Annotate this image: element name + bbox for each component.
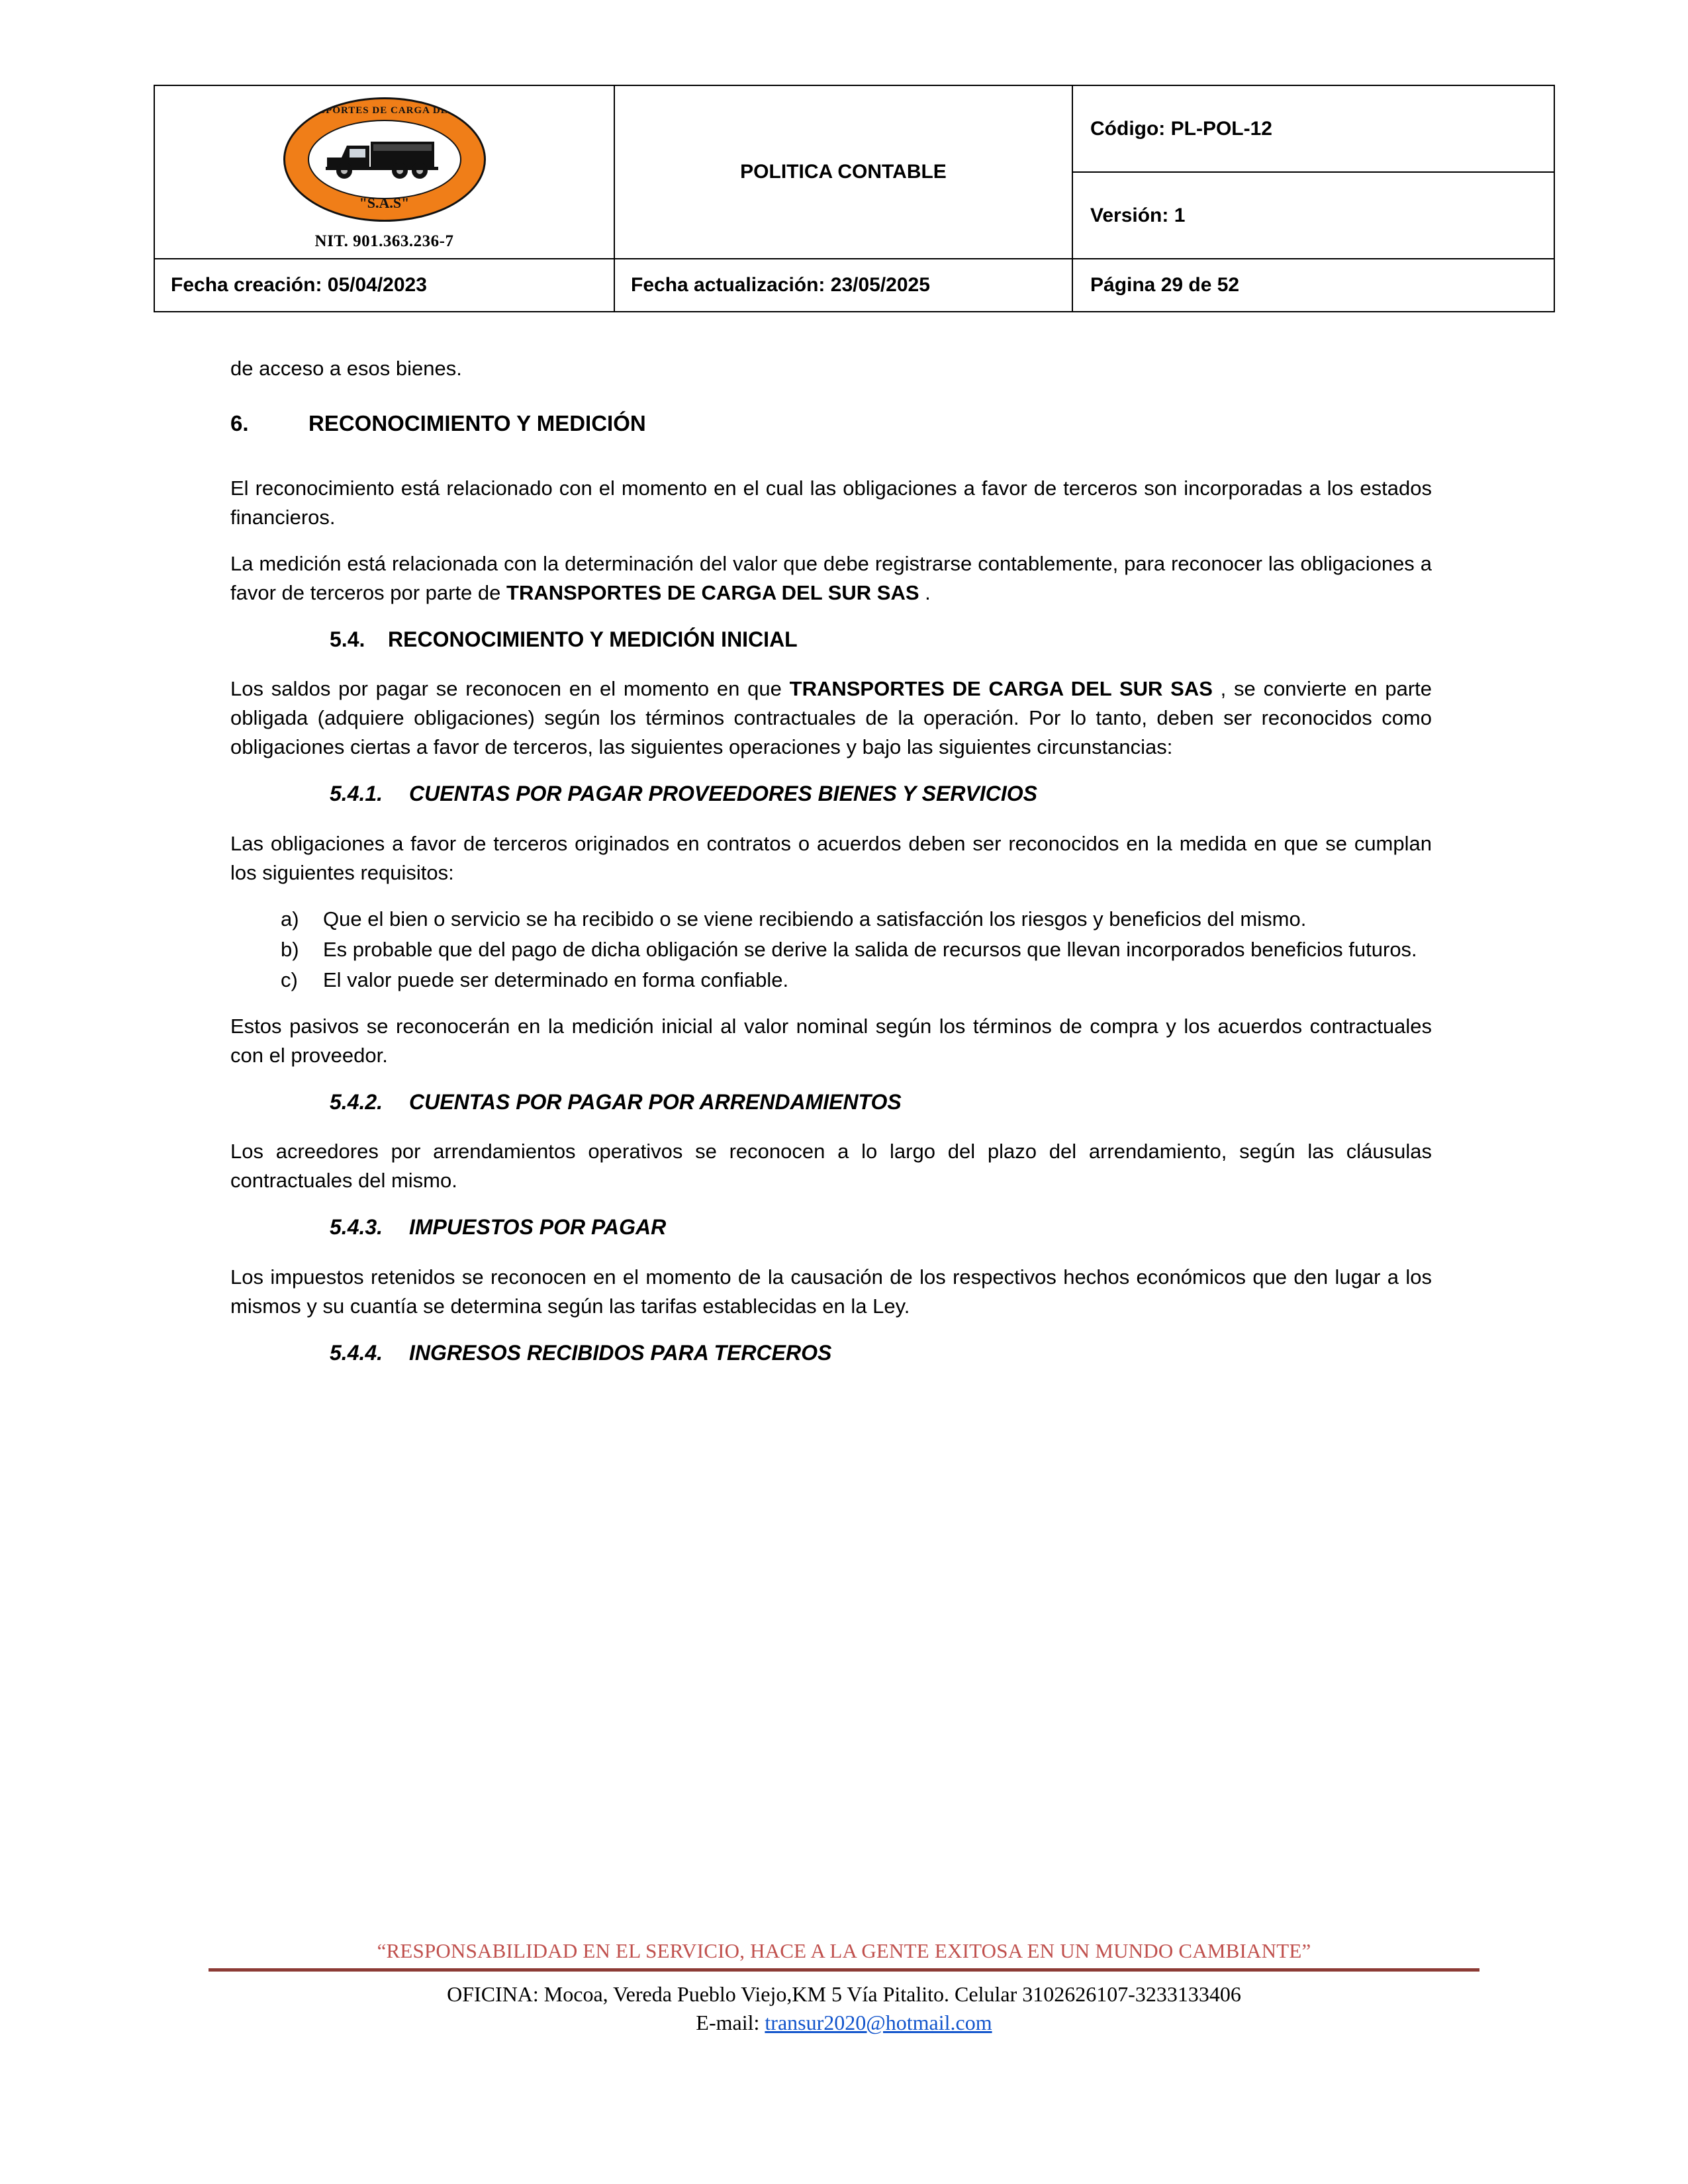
heading-section-5-4-3-number: 5.4.3. bbox=[330, 1215, 383, 1240]
spacer bbox=[230, 439, 1432, 457]
logo-nit-text: NIT. 901.363.236-7 bbox=[314, 232, 454, 250]
paragraph-payables-end: , se convierte en parte obligada (adquiere obligaciones) según los términos contractuales de la operación. Por lo tanto, deben ser reconocidos como obligaciones ciertas a favor de terceros, las siguientes operaciones y bajo las siguientes circunstancias: bbox=[230, 677, 1432, 759]
paragraph-recognition: El reconocimiento está relacionado con el momento en el cual las obligaciones a favor de terceros son incorporadas a los estados financieros. bbox=[230, 476, 1432, 529]
paragraph-payables bbox=[230, 674, 1432, 762]
paragraph-requirements: Las obligaciones a favor de terceros originados en contratos o acuerdos deben ser reconocidos en la medida en que se cumplan los siguientes requisitos: bbox=[230, 831, 1432, 884]
list-item-marker: c) bbox=[281, 968, 298, 991]
document-header-table bbox=[154, 85, 1555, 312]
heading-section-5-4-4 bbox=[230, 1338, 1432, 1368]
logo-sas-text: "S.A.S" bbox=[359, 195, 410, 211]
company-logo-cell bbox=[154, 85, 614, 259]
heading-section-5-4-4-title: INGRESOS RECIBIDOS PARA TERCEROS bbox=[409, 1340, 832, 1365]
heading-section-5-4-2-title: CUENTAS POR PAGAR POR ARRENDAMIENTOS bbox=[409, 1089, 902, 1114]
footer-divider bbox=[209, 1968, 1479, 1972]
heading-section-5-4-1-title: CUENTAS POR PAGAR PROVEEDORES BIENES Y SERVICIOS bbox=[409, 782, 1037, 806]
page-number-cell: Página 29 de 52 bbox=[1072, 259, 1554, 312]
list-item-marker: a) bbox=[281, 907, 299, 931]
heading-section-5-4-4-number: 5.4.4. bbox=[330, 1340, 383, 1365]
document-body bbox=[230, 354, 1432, 1388]
heading-section-5-4-number: 5.4. bbox=[330, 627, 365, 651]
logo-company-name: TRANSPORTES DE CARGA DEL SUR bbox=[289, 105, 480, 116]
list-item-marker: b) bbox=[281, 937, 299, 961]
paragraph-leases: Los acreedores por arrendamientos operativos se reconocen a lo largo del plazo del arrendamiento, según las cláusulas contractuales del mismo. bbox=[230, 1140, 1432, 1193]
heading-section-5-4-1-number: 5.4.1. bbox=[330, 782, 383, 806]
update-date-cell: Fecha actualización: 23/05/2025 bbox=[614, 259, 1072, 312]
heading-section-5-4-3-title: IMPUESTOS POR PAGAR bbox=[409, 1215, 667, 1240]
heading-section-5-4-title: RECONOCIMIENTO Y MEDICIÓN INICIAL bbox=[388, 627, 798, 651]
heading-section-5-4 bbox=[230, 625, 1432, 655]
paragraph-measurement-text: La medición está relacionada con la determinación del valor que debe registrarse contablemente, para reconocer las obligaciones a favor de terceros por parte de bbox=[230, 551, 1432, 604]
heading-section-5-4-1 bbox=[230, 779, 1432, 809]
list-item bbox=[230, 935, 1432, 964]
footer-email-link[interactable]: transur2020@hotmail.com bbox=[765, 2011, 992, 2034]
paragraph-payables-start: Los saldos por pagar se reconocen en el momento en que bbox=[230, 677, 790, 701]
footer-slogan: “RESPONSABILIDAD EN EL SERVICIO, HACE A LA GENTE EXITOSA EN UN MUNDO CAMBIANTE” bbox=[377, 1939, 1311, 1962]
paragraph-initial-measurement: Estos pasivos se reconocerán en la medición inicial al valor nominal según los términos de compra y los acuerdos contractuales con el proveedor. bbox=[230, 1014, 1432, 1067]
spacer bbox=[230, 457, 1432, 474]
list-item bbox=[230, 966, 1432, 995]
creation-date-cell: Fecha creación: 05/04/2023 bbox=[154, 259, 614, 312]
list-item-text: Que el bien o servicio se ha recibido o se viene recibiendo a satisfacción los riesgos y beneficios del mismo. bbox=[323, 907, 1307, 931]
heading-section-5-4-3 bbox=[230, 1212, 1432, 1242]
list-item-text: Es probable que del pago de dicha obligación se derive la salida de recursos que llevan incorporados beneficios futuros. bbox=[323, 937, 1417, 961]
footer-email-line bbox=[0, 2011, 1688, 2035]
document-version-cell: Versión: 1 bbox=[1072, 172, 1554, 259]
logo-wrap bbox=[155, 87, 614, 257]
paragraph-taxes: Los impuestos retenidos se reconocen en el momento de la causación de los respectivos hechos económicos que den lugar a los mismos y su cuantía se determina según las tarifas establecidas en la Ley. bbox=[230, 1265, 1432, 1318]
heading-section-6-title: RECONOCIMIENTO Y MEDICIÓN bbox=[308, 411, 646, 436]
logo-oval bbox=[283, 97, 486, 222]
heading-section-6-number: 6. bbox=[230, 411, 249, 436]
heading-section-5-4-2 bbox=[230, 1087, 1432, 1117]
requirements-list bbox=[230, 905, 1432, 995]
document-code-cell: Código: PL-POL-12 bbox=[1072, 85, 1554, 172]
company-name-bold: TRANSPORTES DE CARGA DEL SUR SAS bbox=[506, 580, 919, 604]
paragraph-measurement bbox=[230, 549, 1432, 608]
footer-office-address: OFICINA: Mocoa, Vereda Pueblo Viejo,KM 5 Vía Pitalito. Celular 3102626107-3233133406 bbox=[447, 1982, 1241, 2006]
carryover-line: de acceso a esos bienes. bbox=[230, 357, 462, 380]
heading-section-5-4-2-number: 5.4.2. bbox=[330, 1089, 383, 1114]
footer-email-label: E-mail: bbox=[696, 2011, 765, 2034]
company-name-bold: TRANSPORTES DE CARGA DEL SUR SAS bbox=[789, 677, 1213, 701]
document-footer bbox=[0, 1939, 1688, 2035]
list-item bbox=[230, 905, 1432, 934]
heading-section-6 bbox=[230, 408, 1432, 439]
paragraph-measurement-end: . bbox=[919, 580, 931, 604]
document-title-cell: POLITICA CONTABLE bbox=[614, 85, 1072, 259]
list-item-text: El valor puede ser determinado en forma confiable. bbox=[323, 968, 789, 991]
truck-icon bbox=[322, 131, 447, 183]
